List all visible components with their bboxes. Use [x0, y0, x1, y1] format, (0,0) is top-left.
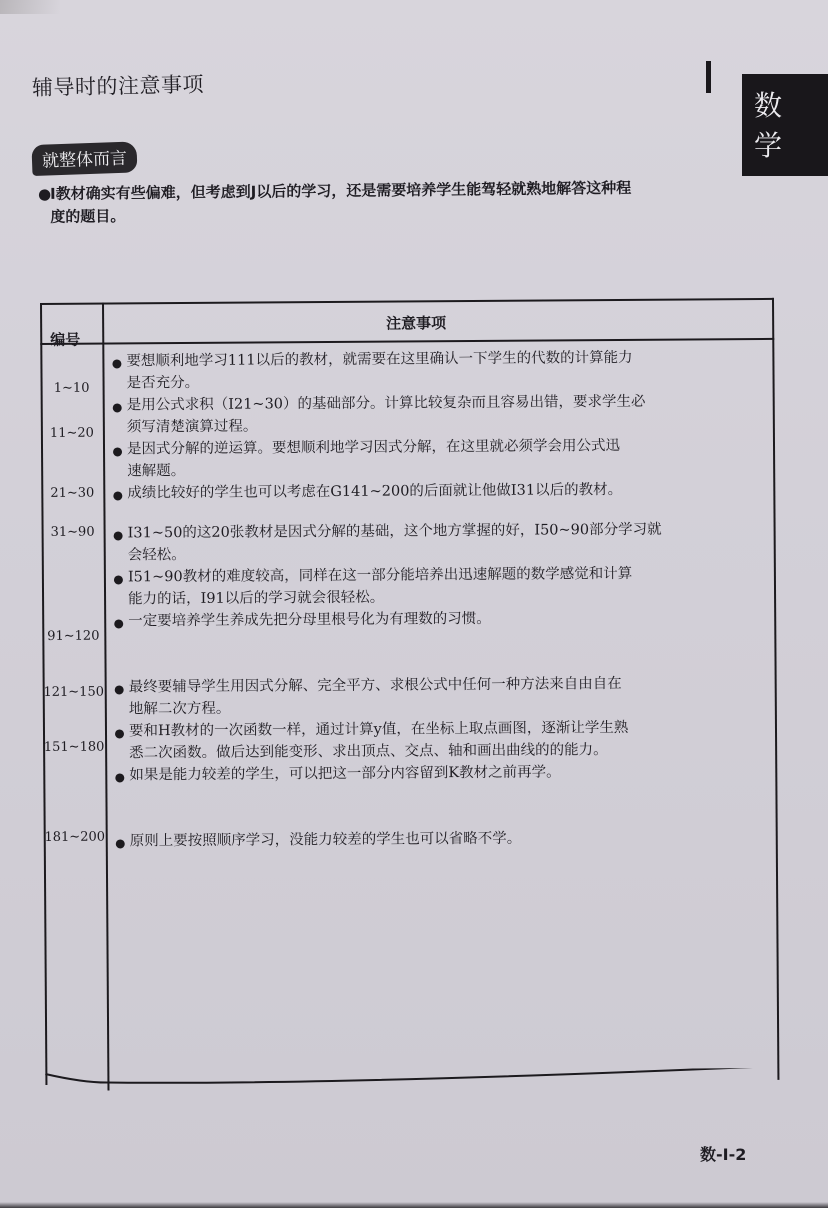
range-cell: 151~180 [43, 739, 105, 755]
intro-line-2: 度的题目。 [50, 207, 126, 226]
page-number: 数-I-2 [700, 1145, 747, 1164]
range-cell: 21~30 [50, 485, 95, 501]
page-edge-shadow [0, 1202, 828, 1208]
bullet-icon [113, 447, 122, 456]
note-item: 要想顺利地学习111以后的教材，就需要在这里确认一下学生的代数的计算能力 是否充分。 [112, 346, 762, 395]
bullet-icon [112, 359, 121, 368]
note-item: I31~50的这20张教材是因式分解的基础，这个地方掌握的好，I50~90部分学习就 会轻松。 [114, 518, 764, 567]
notes-column [112, 346, 765, 853]
column-header-notes: 注意事项 [386, 314, 447, 333]
note-item: 要和H教材的一次函数一样，通过计算y值，在坐标上取点画图，逐渐让学生熟 悉二次函数。做后达到能变形、求出顶点、交点、轴和画出曲线的的能力。 [115, 716, 765, 765]
page-title: 辅导时的注意事项 [31, 72, 205, 100]
note-item: 一定要培养学生养成先把分母里根号化为有理数的习惯。 [114, 606, 764, 633]
subject-tab-char-1: 数 [754, 89, 783, 122]
note-item: 是因式分解的逆运算。要想顺利地学习因式分解，在这里就必须学会用公式迅 速解题。 [113, 434, 763, 483]
column-header-number: 编号 [50, 330, 81, 349]
note-item: 最终要辅导学生用因式分解、完全平方、求根公式中任何一种方法来自由自在 地解二次方程。 [115, 672, 765, 721]
range-cell: 31~90 [50, 524, 95, 540]
note-item: 原则上要按照顺序学习，没能力较差的学生也可以省略不学。 [116, 826, 766, 853]
range-cell: 121~150 [43, 684, 105, 700]
table-bottom-border [43, 1068, 781, 1093]
bullet-icon [114, 619, 123, 628]
range-cell: 1~10 [53, 380, 90, 396]
page-corner-shadow [0, 0, 60, 14]
note-item: 成绩比较好的学生也可以考虑在G141~200的后面就让他做I31以后的教材。 [113, 478, 763, 505]
bullet-icon [115, 773, 124, 782]
bullet-icon [113, 403, 122, 412]
intro-paragraph [38, 175, 758, 229]
notes-table [40, 298, 779, 1085]
range-cell: 91~120 [47, 628, 100, 644]
bullet-icon [113, 491, 122, 500]
subject-tab-char-2: 学 [754, 129, 783, 162]
range-cell: 11~20 [49, 425, 94, 441]
note-item: I51~90教材的难度较高，同样在这一部分能培养出迅速解题的数学感觉和计算 能力的话，I91以后的学习就会很轻松。 [114, 562, 764, 611]
bullet-icon [114, 575, 123, 584]
bullet-icon [116, 839, 125, 848]
note-item: 是用公式求积（I21~30）的基础部分。计算比较复杂而且容易出错，要求学生必 须写清楚演算过程。 [113, 390, 763, 439]
intro-line-1: I教材确实有些偏难，但考虑到J以后的学习，还是需要培养学生能驾轻就熟地解答这种程 [50, 178, 632, 203]
bullet-icon [115, 729, 124, 738]
note-item: 如果是能力较差的学生，可以把这一部分内容留到K教材之前再学。 [115, 760, 765, 787]
subject-tab [742, 74, 828, 176]
chapter-mark [706, 61, 711, 93]
range-cell: 181~200 [44, 829, 106, 845]
bullet-icon: ● [38, 184, 52, 203]
bullet-icon [114, 531, 123, 540]
bullet-icon [115, 685, 124, 694]
section-heading-pill: 就整体而言 [31, 141, 137, 176]
